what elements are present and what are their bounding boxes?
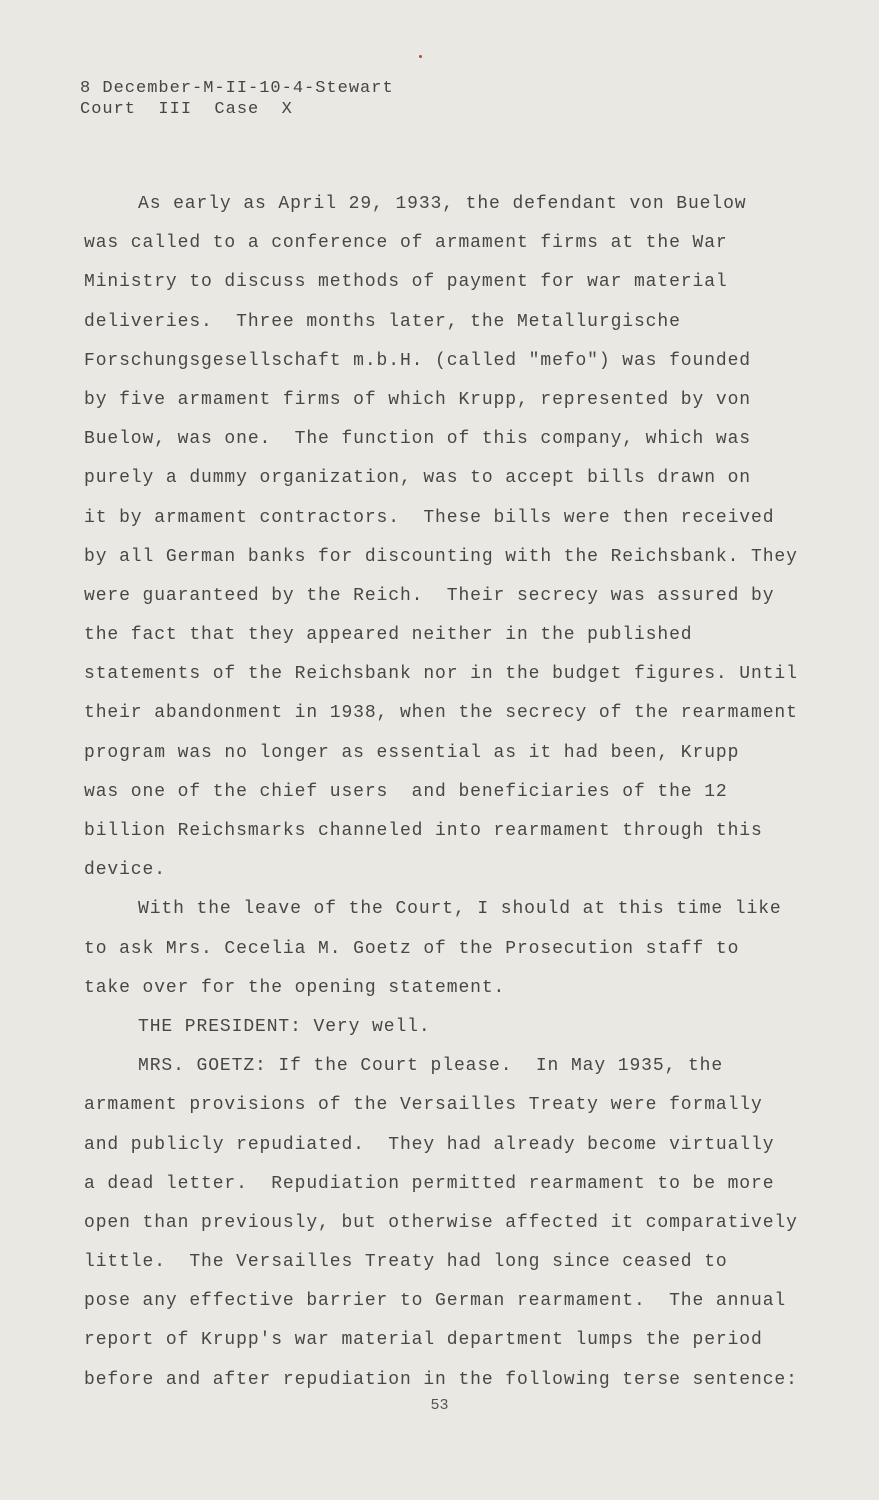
text-line: billion Reichsmarks channeled into rearmament through this [84, 821, 763, 841]
text-line: take over for the opening statement. [84, 977, 506, 998]
text-line: a dead letter. Repudiation permitted rearmament to be more [84, 1173, 775, 1194]
text-line: it by armament contractors. These bills were then received [84, 507, 775, 528]
text-line: armament provisions of the Versailles Treaty were formally [84, 1095, 763, 1116]
text-line: little. The Versailles Treaty had long since ceased to [84, 1252, 728, 1273]
text-line: their abandonment in 1938, when the secrecy of the rearmament [84, 703, 798, 724]
text-line: open than previously, but otherwise affected it comparatively [84, 1212, 798, 1233]
text-line: Ministry to discuss methods of payment for war material [84, 272, 728, 293]
text-line: was called to a conference of armament firms at the War [84, 233, 728, 254]
text-line: deliveries. Three months later, the Metallurgische [84, 311, 681, 332]
text-line: report of Krupp's war material department lumps the period [84, 1330, 763, 1351]
text-line: pose any effective barrier to German rearmament. The annual [84, 1291, 787, 1312]
text-line: Buelow, was one. The function of this company, which was [84, 429, 751, 450]
text-line: to ask Mrs. Cecelia M. Goetz of the Prosecution staff to [84, 938, 740, 959]
text-line: statements of the Reichsbank nor in the budget figures. Until [84, 664, 798, 685]
header-line-1: 8 December-M-II-10-4-Stewart [80, 79, 394, 98]
text-line: purely a dummy organization, was to accept bills drawn on [84, 468, 751, 489]
text-line: device. [84, 860, 166, 881]
body-text [84, 185, 814, 1400]
page-number: 53 [430, 1397, 449, 1414]
text-line: THE PRESIDENT: Very well. [138, 1016, 431, 1037]
document-header [80, 78, 394, 120]
text-line: Forschungsgesellschaft m.b.H. (called "mefo") was founded [84, 350, 751, 371]
text-line: With the leave of the Court, I should at this time like [138, 899, 782, 920]
text-line: As early as April 29, 1933, the defendant von Buelow [138, 194, 747, 214]
text-line: the fact that they appeared neither in the published [84, 625, 693, 646]
header-line-2: Court III Case X [80, 100, 293, 119]
text-line: and publicly repudiated. They had already become virtually [84, 1134, 775, 1155]
text-line: was one of the chief users and beneficiaries of the 12 [84, 781, 728, 802]
text-line: MRS. GOETZ: If the Court please. In May 1935, the [138, 1056, 724, 1077]
text-line: by five armament firms of which Krupp, represented by von [84, 389, 751, 410]
ink-speck [419, 55, 422, 58]
text-line: were guaranteed by the Reich. Their secrecy was assured by [84, 585, 775, 606]
text-line: program was no longer as essential as it had been, Krupp [84, 742, 740, 763]
text-line: by all German banks for discounting with the Reichsbank. They [84, 546, 798, 567]
text-line: before and after repudiation in the following terse sentence: [84, 1369, 798, 1390]
